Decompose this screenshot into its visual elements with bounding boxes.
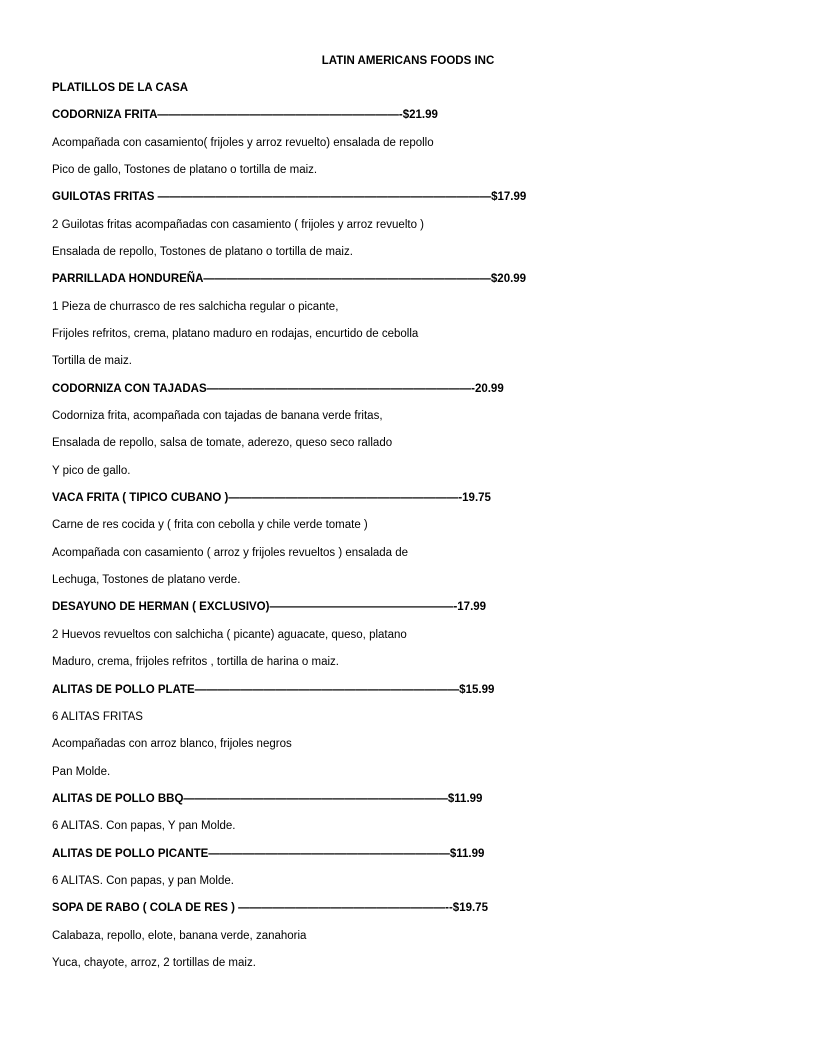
menu-item-description: Yuca, chayote, arroz, 2 tortillas de maiz. <box>52 957 256 969</box>
menu-item-description: 1 Pieza de churrasco de res salchicha regular o picante, <box>52 301 339 313</box>
menu-item-description: Calabaza, repollo, elote, banana verde, zanahoria <box>52 930 307 942</box>
menu-item-heading: SOPA DE RABO ( COLA DE RES ) ——————————————————--$19.75 <box>52 902 488 914</box>
menu-item-description: Acompañada con casamiento( frijoles y arroz revuelto) ensalada de repollo <box>52 137 434 149</box>
menu-item-description: Ensalada de repollo, salsa de tomate, aderezo, queso seco rallado <box>52 437 393 449</box>
menu-item-heading: ALITAS DE POLLO PICANTE—————————————————————$11.99 <box>52 848 485 860</box>
menu-item-description: Lechuga, Tostones de platano verde. <box>52 574 241 586</box>
menu-item-description: 2 Guilotas fritas acompañadas con casamiento ( frijoles y arroz revuelto ) <box>52 219 424 231</box>
document-title: LATIN AMERICANS FOODS INC <box>321 55 495 67</box>
menu-item-heading: CODORNIZA CON TAJADAS———————————————————————-20.99 <box>52 383 504 395</box>
menu-item-description: Maduro, crema, frijoles refritos , tortilla de harina o maiz. <box>52 656 339 668</box>
menu-item-heading: CODORNIZA FRITA—————————————————————-$21.99 <box>52 109 438 121</box>
menu-item-description: Codorniza frita, acompañada con tajadas de banana verde fritas, <box>52 410 383 422</box>
menu-item-description: Acompañada con casamiento ( arroz y frijoles revueltos ) ensalada de <box>52 547 409 559</box>
menu-item-description: 2 Huevos revueltos con salchicha ( picante) aguacate, queso, platano <box>52 629 407 641</box>
menu-item-description: Tortilla de maiz. <box>52 355 132 367</box>
menu-item-description: Y pico de gallo. <box>52 465 131 477</box>
menu-item-description: Carne de res cocida y ( frita con cebolla y chile verde tomate ) <box>52 519 368 531</box>
menu-item-description: Pico de gallo, Tostones de platano o tortilla de maiz. <box>52 164 318 176</box>
menu-item-description: Ensalada de repollo, Tostones de platano o tortilla de maiz. <box>52 246 353 258</box>
menu-item-heading: VACA FRITA ( TIPICO CUBANO )————————————————————-19.75 <box>52 492 491 504</box>
menu-item-heading: ALITAS DE POLLO PLATE———————————————————————$15.99 <box>52 684 495 696</box>
menu-item-heading: DESAYUNO DE HERMAN ( EXCLUSIVO)————————————————-17.99 <box>52 601 487 613</box>
menu-item-description: 6 ALITAS. Con papas, Y pan Molde. <box>52 820 236 832</box>
menu-item-description: 6 ALITAS FRITAS <box>52 711 143 723</box>
menu-item-heading: PARRILLADA HONDUREÑA—————————————————————————$20.99 <box>52 273 527 285</box>
menu-item-description: Frijoles refritos, crema, platano maduro en rodajas, encurtido de cebolla <box>52 328 419 340</box>
menu-item-description: 6 ALITAS. Con papas, y pan Molde. <box>52 875 234 887</box>
menu-item-heading: ALITAS DE POLLO BBQ———————————————————————$11.99 <box>52 793 483 805</box>
menu-item-description: Pan Molde. <box>52 766 111 778</box>
menu-item-heading: GUILOTAS FRITAS —————————————————————————————$17.99 <box>52 191 527 203</box>
section-heading: PLATILLOS DE LA CASA <box>52 82 189 94</box>
menu-item-description: Acompañadas con arroz blanco, frijoles negros <box>52 738 292 750</box>
